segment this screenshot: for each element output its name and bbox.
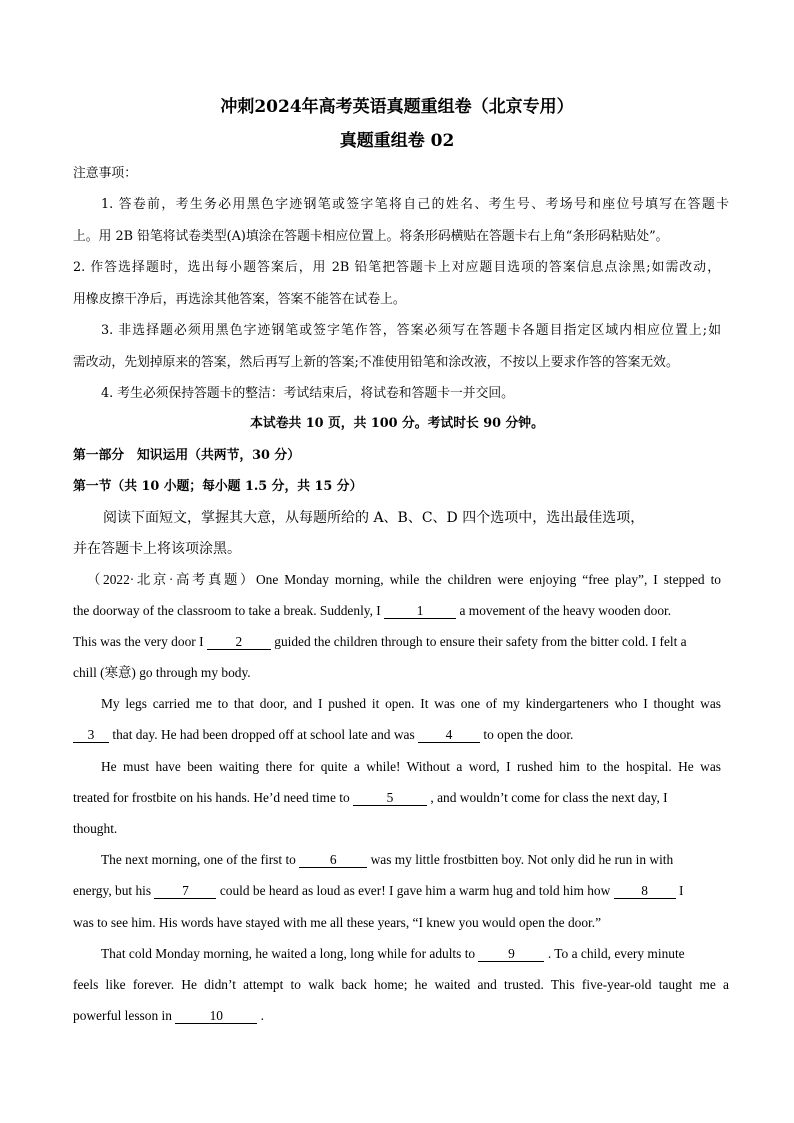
passage-line-6: 3 that day. He had been dropped off at school late and was 4 to open the door. — [73, 726, 729, 744]
passage-line-3: This was the very door I 2 guided the children through to ensure their safety from the bitter cold. I felt a — [73, 634, 687, 649]
blank-10: 10 — [175, 1008, 257, 1024]
instruction-line-1: 阅读下面短文，掌握其大意，从每题所给的 A、B、C、D 四个选项中，选出最佳选项， — [103, 510, 645, 526]
passage-line-7: He must have been waiting there for quite a while! Without a word, I rushed him to the hospital. He was — [101, 759, 721, 774]
notice-item-2-line-2: 用橡皮擦干净后，再选涂其他答案，答案不能答在试卷上。 — [73, 292, 406, 307]
page-subtitle: 真题重组卷 02 — [339, 131, 455, 151]
blank-7: 7 — [154, 883, 216, 899]
section-1-heading: 第一节（共 10 小题；每小题 1.5 分，共 15 分） — [73, 479, 363, 494]
blank-2: 2 — [207, 634, 271, 650]
passage-line-5: My legs carried me to that door, and I pushed it open. It was one of my kindergarteners who I thought was — [101, 696, 721, 711]
passage-line-1: （2022·北京·高考真题）One Monday morning, while the children were enjoying “free play”, I stepped to — [87, 572, 721, 587]
blank-4: 4 — [418, 727, 480, 743]
notice-item-3-line-2: 需改动，先划掉原来的答案，然后再写上新的答案;不准使用铅笔和涂改液，不按以上要求作答的答案无效。 — [73, 355, 679, 370]
instruction-line-2: 并在答题卡上将该项涂黑。 — [73, 541, 241, 557]
passage-line-4: chill (寒意) go through my body. — [73, 665, 251, 680]
notice-item-3-line-1: 3. 非选择题必须用黑色字迹钢笔或签字笔作答，答案必须写在答题卡各题目指定区域内相应位置上;如 — [101, 323, 721, 338]
notice-heading: 注意事项： — [73, 166, 137, 181]
passage-line-15: powerful lesson in 10 . — [73, 1008, 265, 1023]
notice-item-1-line-1: 1. 答卷前，考生务必用黑色字迹钢笔或签字笔将自己的姓名、考生号、考场号和座位号填写在答题卡 — [101, 197, 729, 212]
passage-line-10: The next morning, one of the first to 6 was my little frostbitten boy. Not only did he run in with — [101, 852, 674, 867]
page-title: 冲刺2024年高考英语真题重组卷（北京专用） — [220, 97, 574, 117]
blank-8: 8 — [614, 883, 676, 899]
passage-line-11: energy, but his 7 could be heard as loud as ever! I gave him a warm hug and told him how 8 I — [73, 883, 684, 898]
passage-line-2: the doorway of the classroom to take a break. Suddenly, I 1 a movement of the heavy wooden door. — [73, 603, 672, 618]
passage-line-9: thought. — [73, 821, 118, 836]
blank-6: 6 — [299, 852, 367, 868]
blank-3: 3 — [73, 727, 109, 743]
blank-1: 1 — [384, 603, 456, 619]
blank-5: 5 — [353, 790, 427, 806]
part-1-heading: 第一部分 知识运用（共两节，30 分） — [73, 448, 301, 463]
notice-item-2-line-1: 2. 作答选择题时，选出每小题答案后，用 2B 铅笔把答题卡上对应题目选项的答案信息点涂黑;如需改动， — [73, 260, 720, 275]
passage-line-14: feels like forever. He didn’t attempt to walk back home; he waited and trusted. This five-year-old taught me a — [73, 977, 729, 992]
passage-line-12: was to see him. His words have stayed with me all these years, “I knew you would open the door.” — [73, 915, 602, 930]
notice-item-1-line-2: 上。用 2B 铅笔将试卷类型(A)填涂在答题卡相应位置上。将条形码横贴在答题卡右上角“条形码粘贴处”。 — [73, 229, 669, 244]
notice-item-4: 4. 考生必须保持答题卡的整洁：考试结束后，将试卷和答题卡一并交回。 — [101, 386, 514, 401]
blank-9: 9 — [478, 946, 544, 962]
exam-info: 本试卷共 10 页，共 100 分。考试时长 90 分钟。 — [250, 416, 544, 431]
passage-line-13: That cold Monday morning, he waited a long, long while for adults to 9 . To a child, every minute — [101, 946, 685, 961]
passage-line-8: treated for frostbite on his hands. He’d need time to 5 , and wouldn’t come for class the next day, I — [73, 790, 668, 805]
